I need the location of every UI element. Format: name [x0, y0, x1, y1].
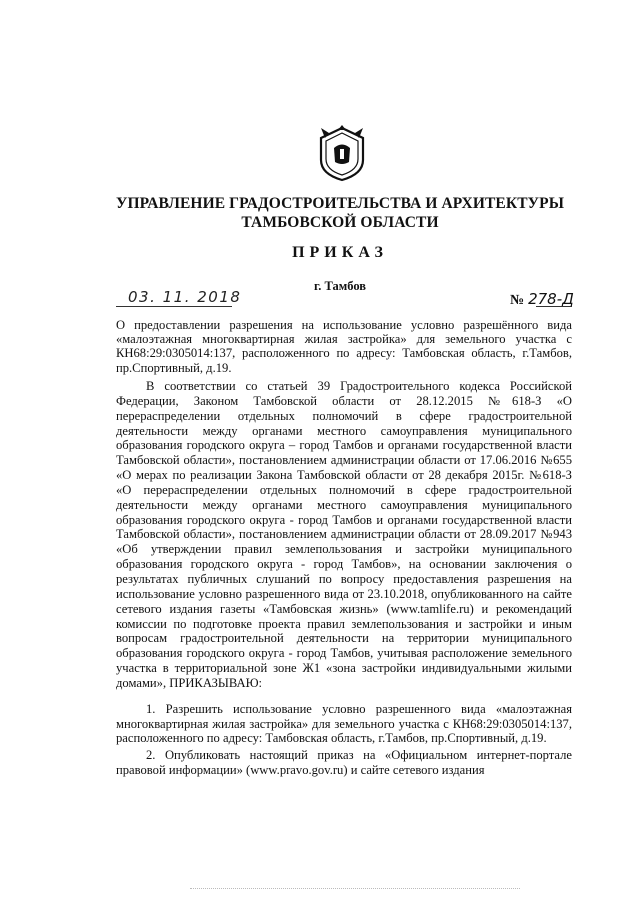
organization-name [100, 194, 580, 232]
order-subject: О предоставлении разрешения на использование условно разрешённого вида «малоэтажная многоквартирная жилая застройка» для земельного участка с КН68:29:0305014:137, расположенного по адресу: Тамбовская область, г.Тамбов, пр.Спортивный, д.19. [116, 318, 572, 375]
preamble-paragraph: В соответствии со статьей 39 Градостроительного кодекса Российской Федерации, Законом Тамбовской области от 28.12.2015 №618-З «О перераспределении отдельных полномочий в сфере градостроительной деятельности между органами местного самоуправления муниципального образования городского округа – город Тамбов и органами государственной власти Тамбовской области», постановлением администрации области от 17.06.2016 №655 «О мерах по реализации Закона Тамбовской области от 28 декабря 2015г. №618-З «О перераспределении отдельных полномочий в сфере градостроительной деятельности между органами местного самоуправления муниципального образования городского округа - город Тамбов и органами государственной власти Тамбовской области», постановлением администрации области от 28.09.2017 №943 «Об утверждении правил землепользования и застройки муниципального образования городского округа - город Тамбов», на основании заключения о результатах публичных слушаний по вопросу предоставления разрешения на использование условно разрешенного вида от 23.10.2018, опубликованного на сайте сетевого издания газеты «Тамбовская жизнь» (www.tamlife.ru) и рекомендаций комиссии по подготовке проекта правил землепользования и застройки и иным вопросам градостроительной деятельности на территории муниципального образования городского округа - город Тамбов, учитывая расположение земельного участка в территориальной зоне Ж1 «зона застройки индивидуальными жилыми домами», ПРИКАЗЫВАЮ: [116, 379, 572, 690]
org-line-1: УПРАВЛЕНИЕ ГРАДОСТРОИТЕЛЬСТВА И АРХИТЕКТУРЫ [115, 195, 565, 212]
bottom-edge-mark [190, 888, 520, 889]
order-item-1: 1. Разрешить использование условно разрешенного вида «малоэтажная многоквартирная жилая застройка» для земельного участка с КН68:29:0305014:137, расположенного по адресу: Тамбовская область, г.Тамбов, пр.Спортивный, д.19. [116, 701, 572, 746]
order-item-2: 2. Опубликовать настоящий приказ на «Официальном интернет-портале правовой информации» (www.pravo.gov.ru) и сайте сетевого издания [116, 748, 572, 778]
order-body [116, 379, 572, 778]
city-label: г. Тамбов [313, 279, 367, 293]
handwritten-number: 278-Д [528, 290, 574, 308]
handwritten-date: 03. 11. 2018 [128, 288, 242, 306]
tambov-coat-of-arms-icon [317, 124, 367, 182]
document-type-title: ПРИКАЗ [292, 244, 388, 261]
number-sign: № [510, 293, 525, 308]
org-line-2: ТАМБОВСКОЙ ОБЛАСТИ [241, 214, 439, 231]
date-underline [116, 306, 232, 307]
number-underline [536, 306, 572, 307]
